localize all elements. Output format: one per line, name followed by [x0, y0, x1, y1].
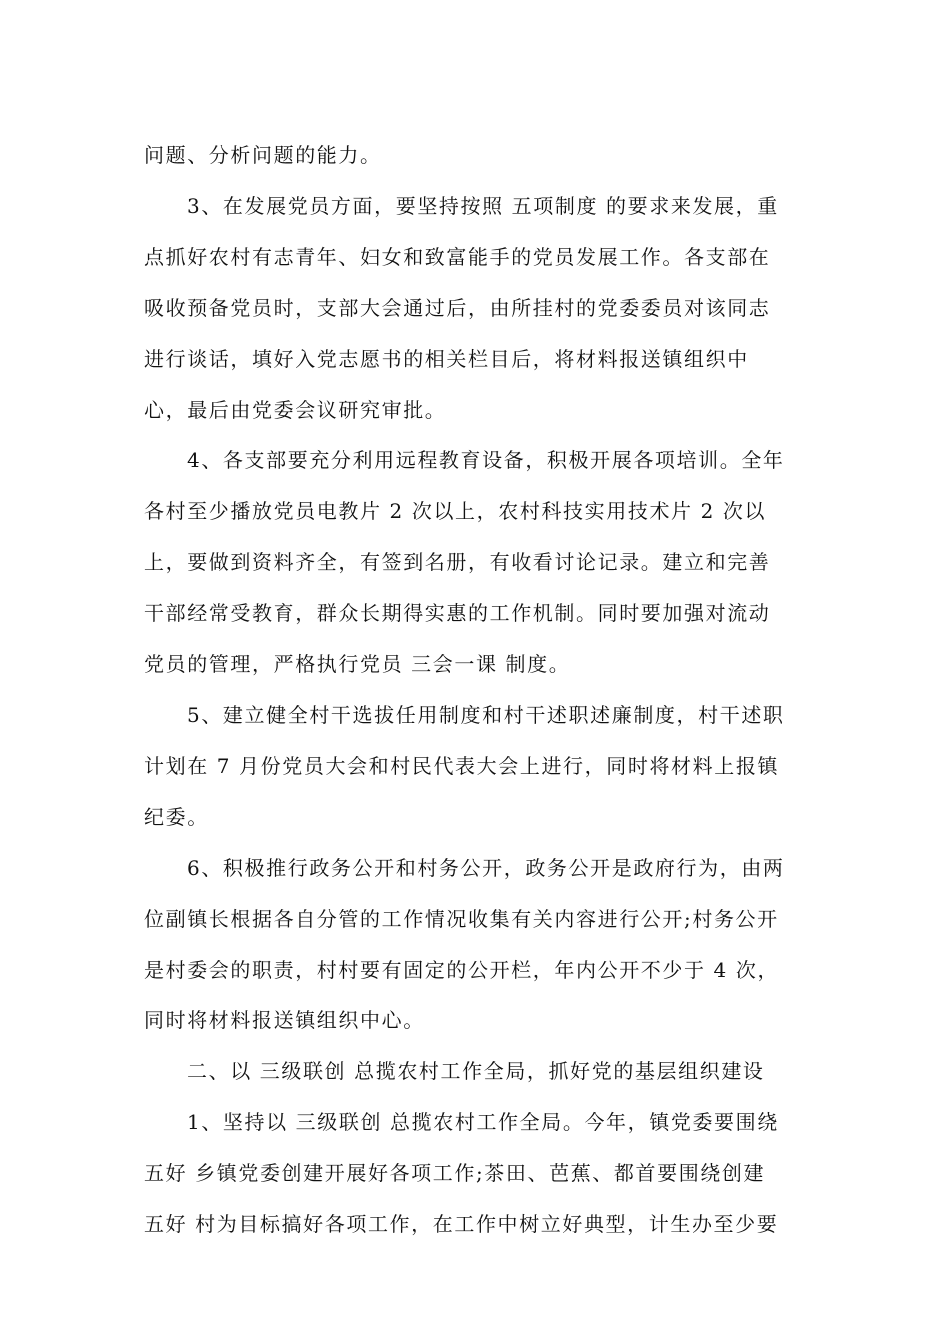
text-line: 党员的管理，严格执行党员 三会一课 制度。: [144, 652, 571, 677]
text-line: 位副镇长根据各自分管的工作情况收集有关内容进行公开;村务公开: [144, 906, 779, 931]
text-line: 5、建立健全村干选拔任用制度和村干述职述廉制度，村干述职: [187, 702, 785, 727]
text-line: 计划在 7 月份党员大会和村民代表大会上进行，同时将材料上报镇: [144, 753, 780, 778]
text-line: 五好 村为目标搞好各项工作，在工作中树立好典型，计生办至少要: [144, 1212, 779, 1237]
text-line: 3、在发展党员方面，要坚持按照 五项制度 的要求来发展，重: [187, 193, 779, 218]
text-line: 上，要做到资料齐全，有签到名册，有收看讨论记录。建立和完善: [144, 550, 771, 575]
text-line: 点抓好农村有志青年、妇女和致富能手的党员发展工作。各支部在: [144, 244, 771, 269]
text-line: 问题、分析问题的能力。: [144, 143, 382, 167]
text-line: 是村委会的职责，村村要有固定的公开栏，年内公开不少于 4 次，: [144, 957, 780, 982]
paragraph-remote-education: [144, 435, 806, 690]
text-line: 1、坚持以 三级联创 总揽农村工作全局。今年，镇党委要围绕: [187, 1110, 779, 1135]
text-line: 同时将材料报送镇组织中心。: [144, 1008, 425, 1033]
text-line: 进行谈话，填好入党志愿书的相关栏目后，将材料报送镇组织中: [144, 346, 749, 371]
text-line: 各村至少播放党员电教片 2 次以上，农村科技实用技术片 2 次以: [144, 499, 767, 524]
text-line: 4、各支部要充分利用远程教育设备，积极开展各项培训。全年: [187, 448, 785, 473]
text-line: 心，最后由党委会议研究审批。: [144, 397, 447, 422]
text-line: 吸收预备党员时，支部大会通过后，由所挂村的党委委员对该同志: [144, 295, 771, 320]
paragraph-continuation: [144, 130, 806, 181]
paragraph-party-member-development: [144, 181, 806, 436]
document-body: [144, 130, 806, 1250]
text-line: 6、积极推行政务公开和村务公开，政务公开是政府行为，由两: [187, 855, 785, 880]
text-line: 二、以 三级联创 总揽农村工作全局，抓好党的基层组织建设: [187, 1059, 765, 1084]
text-line: 干部经常受教育，群众长期得实惠的工作机制。同时要加强对流动: [144, 601, 771, 626]
paragraph-open-affairs: [144, 843, 806, 1047]
paragraph-village-cadre-system: [144, 690, 806, 843]
section-heading-grassroots-organization: [144, 1046, 806, 1097]
text-line: 纪委。: [144, 804, 209, 829]
text-line: 五好 乡镇党委创建开展好各项工作;茶田、芭蕉、都首要围绕创建: [144, 1161, 766, 1186]
paragraph-three-level-creation: [144, 1097, 806, 1250]
